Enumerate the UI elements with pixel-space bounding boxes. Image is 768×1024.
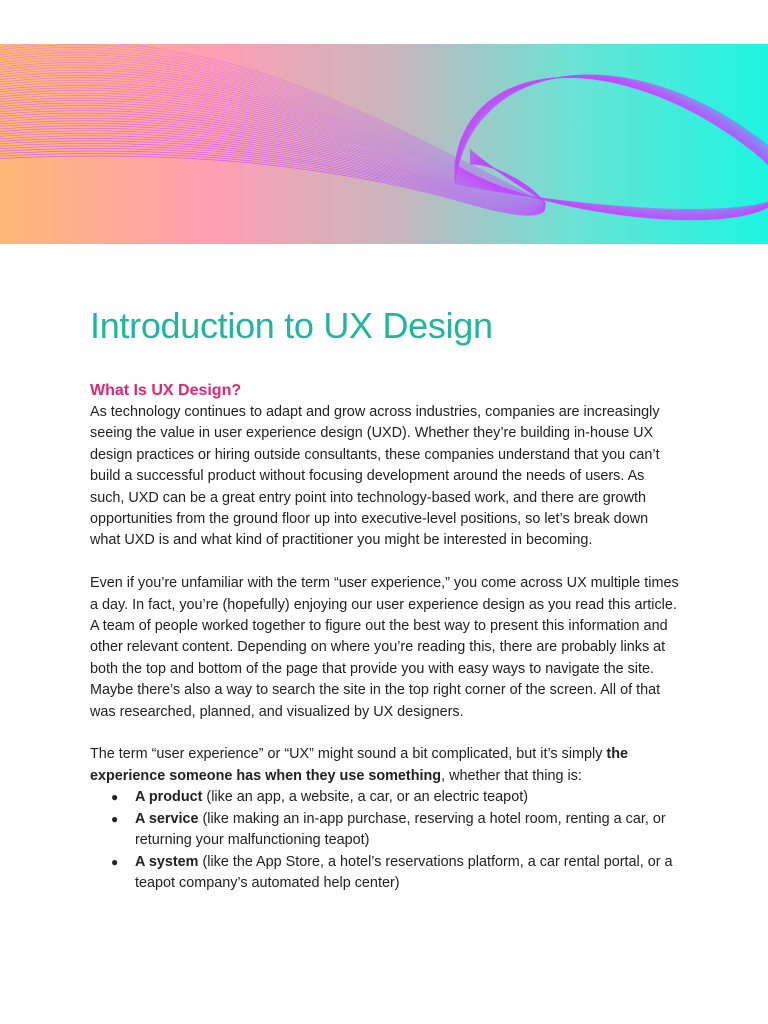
bullet-list [90,787,680,894]
intro-text-bold: the experience someone has when they use something [90,746,628,784]
list-item [111,787,680,808]
list-item-bold: A service [135,810,199,827]
paragraph-3 [90,744,680,787]
page-title: Introduction to UX Design [90,305,493,346]
bullet-icon: ● [111,811,119,826]
list-item-text: (like the App Store, a hotel’s reservations platform, a car rental portal, or a teapot company’s automated help center) [135,853,673,891]
intro-text-after: , whether that thing is: [441,767,582,784]
bullet-icon: ● [111,790,119,805]
list-item [111,809,680,852]
paragraph-1: As technology continues to adapt and grow across industries, companies are increasingly seeing the value in user experience design (UXD). Whether they’re building in-house UX design practices or hiring outside consultants, these companies understand that you can’t build a successful product without focusing development around the needs of users. As such, UXD can be a great entry point into technology-based work, and there are growth opportunities from the ground floor up into executive-level positions, so let’s break down what UXD is and what kind of practitioner you might be interested in becoming. [90,404,660,549]
header-banner-image [0,44,768,244]
wave-lines-illustration [0,44,768,244]
list-item [111,852,680,895]
bullet-icon: ● [111,854,119,869]
list-item-text: (like making an in-app purchase, reserving a hotel room, renting a car, or returning your malfunctioning teapot) [135,810,666,849]
section-heading: What Is UX Design? [90,382,242,399]
paragraph-2: Even if you’re unfamiliar with the term “user experience,” you come across UX multiple times a day. In fact, you’re (hopefully) enjoying our user experience design as you read this article. A team of people worked together to figure out the best way to present this information and other relevant content. Depending on where you’re reading this, there are probably links at both the top and bottom of the page that provide you with easy ways to navigate the site. Maybe there’s also a way to search the site in the top right corner of the screen. All of that was researched, planned, and visualized by UX designers. [90,575,679,720]
list-item-bold: A system [135,853,199,870]
list-item-text: (like an app, a website, a car, or an electric teapot) [202,789,528,806]
document-body [90,300,680,894]
intro-text-before: The term “user experience” or “UX” might sound a bit complicated, but it’s simply [90,746,607,763]
list-item-bold: A product [135,789,203,806]
